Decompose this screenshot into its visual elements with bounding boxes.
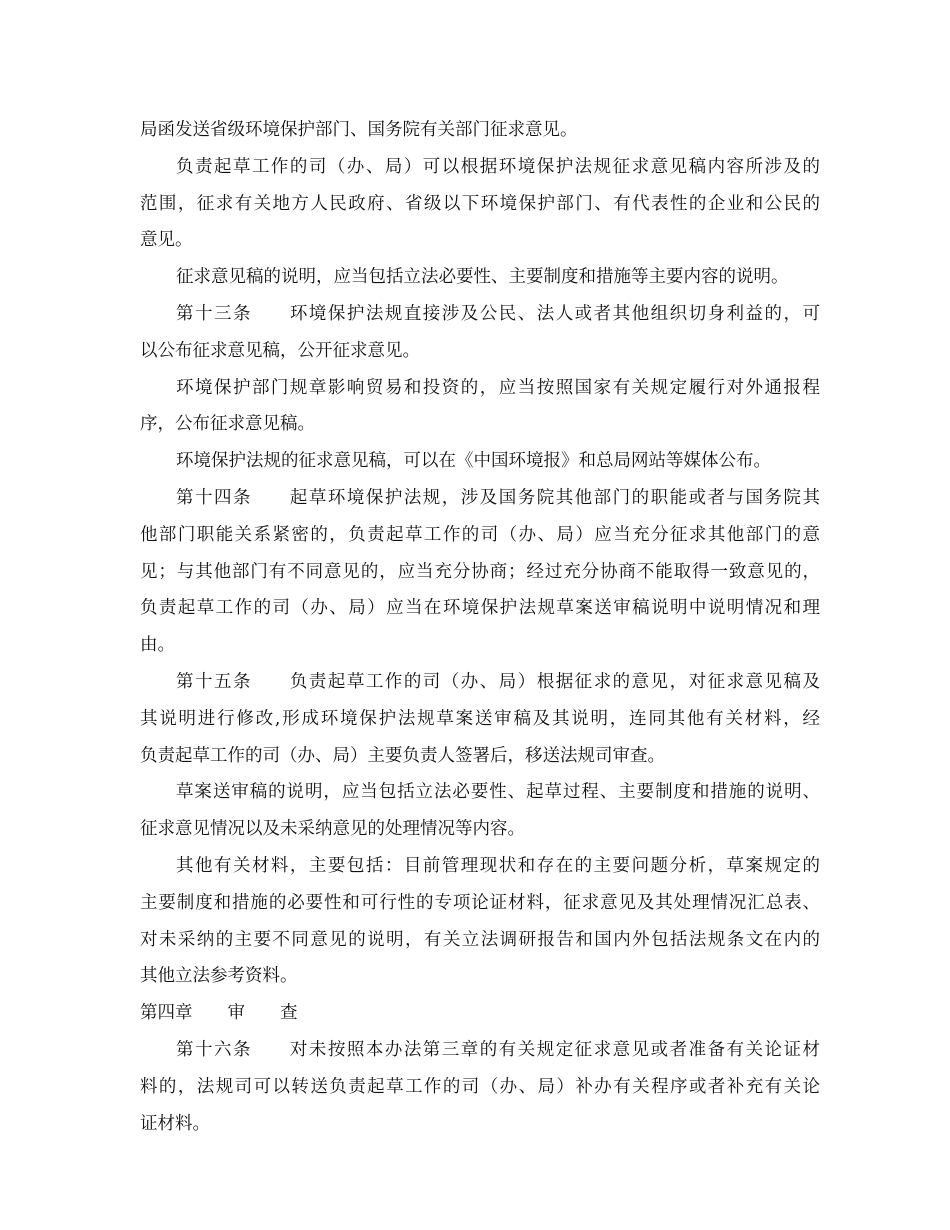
text-line: 证材料。 xyxy=(140,1113,210,1134)
text-line: 范围，征求有关地方人民政府、省级以下环境保护部门、有代表性的企业和公民的 xyxy=(140,193,820,214)
text-line: 见；与其他部门有不同意见的，应当充分协商；经过充分协商不能取得一致意见的， xyxy=(140,561,820,582)
text-line: 其说明进行修改,形成环境保护法规草案送审稿及其说明，连同其他有关材料，经 xyxy=(140,708,820,729)
article-16-heading-line: 第十六条 对未按照本办法第三章的有关规定征求意见或者准备有关论证材 xyxy=(176,1039,820,1060)
text-line: 他部门职能关系紧密的，负责起草工作的司（办、局）应当充分征求其他部门的意 xyxy=(140,524,820,545)
text-line: 局函发送省级环境保护部门、国务院有关部门征求意见。 xyxy=(140,120,578,140)
article-13-heading-line: 第十三条 环境保护法规直接涉及公民、法人或者其他组织切身利益的，可 xyxy=(176,303,820,324)
text-line: 负责起草工作的司（办、局）主要负责人签署后，移送法规司审查。 xyxy=(140,745,665,766)
text-line: 征求意见情况以及未采纳意见的处理情况等内容。 xyxy=(140,819,525,840)
paragraph-start-line: 草案送审稿的说明，应当包括立法必要性、起草过程、主要制度和措施的说明、 xyxy=(176,782,820,803)
paragraph-start-line: 负责起草工作的司（办、局）可以根据环境保护法规征求意见稿内容所涉及的 xyxy=(176,156,820,177)
paragraph-start-line: 其他有关材料，主要包括：目前管理现状和存在的主要问题分析，草案规定的 xyxy=(176,855,820,876)
document-body xyxy=(140,112,820,1142)
text-line: 序，公布征求意见稿。 xyxy=(140,414,315,435)
text-line: 对未采纳的主要不同意见的说明，有关立法调研报告和国内外包括法规条文在内的 xyxy=(140,929,820,950)
text-line: 意见。 xyxy=(140,230,193,251)
paragraph-start-line: 环境保护法规的征求意见稿，可以在《中国环境报》和总局网站等媒体公布。 xyxy=(176,451,771,472)
text-line: 由。 xyxy=(140,635,175,656)
text-line: 以公布征求意见稿，公开征求意见。 xyxy=(140,340,420,361)
chapter-4-heading: 第四章 审 查 xyxy=(140,1003,298,1024)
article-14-heading-line: 第十四条 起草环境保护法规，涉及国务院其他部门的职能或者与国务院其 xyxy=(176,487,820,508)
paragraph-start-line: 环境保护部门规章影响贸易和投资的，应当按照国家有关规定履行对外通报程 xyxy=(176,377,820,398)
text-line: 主要制度和措施的必要性和可行性的专项论证材料，征求意见及其处理情况汇总表、 xyxy=(140,892,820,913)
text-line: 料的，法规司可以转送负责起草工作的司（办、局）补办有关程序或者补充有关论 xyxy=(140,1076,820,1097)
text-line: 负责起草工作的司（办、局）应当在环境保护法规草案送审稿说明中说明情况和理 xyxy=(140,598,820,619)
text-line: 其他立法参考资料。 xyxy=(140,966,298,987)
paragraph-start-line: 征求意见稿的说明，应当包括立法必要性、主要制度和措施等主要内容的说明。 xyxy=(176,267,789,288)
article-15-heading-line: 第十五条 负责起草工作的司（办、局）根据征求的意见，对征求意见稿及 xyxy=(176,671,820,692)
